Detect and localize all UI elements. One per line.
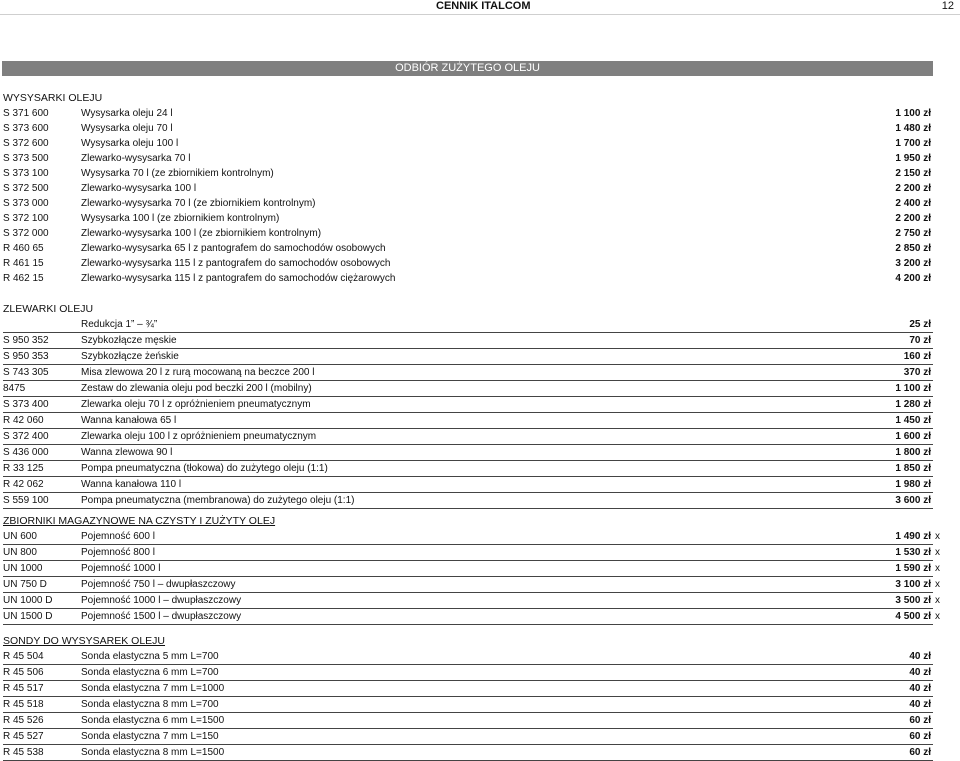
price-list: [3, 529, 940, 625]
price-row: [3, 365, 933, 381]
section-title: WYSYSARKI OLEJU: [3, 92, 103, 104]
product-price: 3 500 zł: [895, 595, 931, 606]
product-code: UN 1500 D: [3, 611, 53, 622]
price-row: [3, 136, 933, 151]
product-description: Pojemność 1000 l – dwupłaszczowy: [81, 595, 242, 606]
product-price: 60 zł: [909, 731, 931, 742]
product-code: R 45 517: [3, 683, 44, 694]
product-price: 1 950 zł: [895, 153, 931, 164]
product-description: Wysysarka oleju 100 l: [81, 138, 179, 149]
price-row: [3, 445, 933, 461]
price-mark: x: [935, 531, 940, 542]
price-row: [3, 166, 933, 181]
product-price: 70 zł: [909, 335, 931, 346]
product-price: 1 280 zł: [895, 399, 931, 410]
product-code: S 372 400: [3, 431, 49, 442]
price-row: [3, 461, 933, 477]
product-price: 1 700 zł: [895, 138, 931, 149]
product-price: 2 200 zł: [895, 183, 931, 194]
product-price: 2 400 zł: [895, 198, 931, 209]
price-row: [3, 121, 933, 136]
product-description: Zlewarko-wysysarka 115 l z pantografem do samochodów osobowych: [81, 258, 391, 269]
price-row: [3, 413, 933, 429]
price-row: [3, 493, 933, 509]
product-code: R 33 125: [3, 463, 44, 474]
product-code: S 373 400: [3, 399, 49, 410]
price-row: [3, 713, 933, 729]
product-price: 4 500 zł: [895, 611, 931, 622]
price-row: [3, 577, 940, 593]
price-row: [3, 593, 940, 609]
product-code: R 42 062: [3, 479, 44, 490]
price-list: [3, 317, 933, 509]
product-code: R 45 526: [3, 715, 44, 726]
price-row: [3, 397, 933, 413]
product-code: UN 1000 D: [3, 595, 53, 606]
product-price: 2 200 zł: [895, 213, 931, 224]
product-description: Zlewarka oleju 70 l z opróżnieniem pneumatycznym: [81, 399, 311, 410]
price-row: [3, 226, 933, 241]
product-price: 3 200 zł: [895, 258, 931, 269]
product-description: Zlewarko-wysysarka 100 l: [81, 183, 197, 194]
product-description: Pojemność 1500 l – dwupłaszczowy: [81, 611, 242, 622]
price-row: [3, 151, 933, 166]
product-description: Wanna kanałowa 110 l: [81, 479, 182, 490]
product-code: R 462 15: [3, 273, 44, 284]
product-code: S 372 600: [3, 138, 49, 149]
product-description: Pojemność 800 l: [81, 547, 155, 558]
product-description: Zlewarko-wysysarka 70 l: [81, 153, 191, 164]
section-title: ZBIORNIKI MAGAZYNOWE NA CZYSTY I ZUŻYTY OLEJ: [3, 515, 276, 527]
price-row: [3, 681, 933, 697]
section-zlewarki: [3, 301, 933, 509]
product-description: Zlewarko-wysysarka 65 l z pantografem do samochodów osobowych: [81, 243, 386, 254]
product-price: 1 480 zł: [895, 123, 931, 134]
product-price: 25 zł: [909, 319, 931, 330]
header-divider: [0, 14, 960, 15]
product-code: S 743 305: [3, 367, 49, 378]
product-description: Zlewarko-wysysarka 70 l (ze zbiornikiem kontrolnym): [81, 198, 316, 209]
product-price: 370 zł: [903, 367, 931, 378]
price-row: [3, 609, 940, 625]
product-code: S 950 352: [3, 335, 49, 346]
product-description: Redukcja 1” – ¾”: [81, 319, 158, 330]
section-title: SONDY DO WYSYSAREK OLEJU: [3, 635, 166, 647]
product-price: 160 zł: [903, 351, 931, 362]
product-price: 1 490 zł: [895, 531, 931, 542]
price-row: [3, 333, 933, 349]
price-row: [3, 477, 933, 493]
product-price: 1 980 zł: [895, 479, 931, 490]
product-price: 1 100 zł: [895, 108, 931, 119]
product-price: 1 450 zł: [895, 415, 931, 426]
product-code: R 460 65: [3, 243, 44, 254]
product-price: 2 850 zł: [895, 243, 931, 254]
product-description: Pojemność 750 l – dwupłaszczowy: [81, 579, 236, 590]
product-description: Wysysarka 100 l (ze zbiornikiem kontrolnym): [81, 213, 280, 224]
product-code: R 42 060: [3, 415, 44, 426]
price-list: [3, 649, 933, 761]
product-description: Sonda elastyczna 8 mm L=700: [81, 699, 219, 710]
section-title: ZLEWARKI OLEJU: [3, 303, 94, 315]
price-row: [3, 665, 933, 681]
price-row: [3, 241, 933, 256]
product-code: S 372 500: [3, 183, 49, 194]
product-code: S 950 353: [3, 351, 49, 362]
product-code: S 373 500: [3, 153, 49, 164]
product-description: Sonda elastyczna 6 mm L=1500: [81, 715, 225, 726]
product-price: 60 zł: [909, 715, 931, 726]
product-price: 40 zł: [909, 699, 931, 710]
product-description: Pompa pneumatyczna (tłokowa) do zużytego oleju (1:1): [81, 463, 328, 474]
product-description: Wanna zlewowa 90 l: [81, 447, 173, 458]
product-description: Zlewarko-wysysarka 100 l (ze zbiornikiem kontrolnym): [81, 228, 322, 239]
section-sondy: [3, 633, 933, 761]
price-row: [3, 317, 933, 333]
product-code: S 372 000: [3, 228, 49, 239]
product-code: S 559 100: [3, 495, 49, 506]
product-description: Pojemność 600 l: [81, 531, 155, 542]
page-number: 12: [941, 0, 954, 12]
product-code: R 461 15: [3, 258, 44, 269]
price-row: [3, 697, 933, 713]
product-description: Sonda elastyczna 7 mm L=1000: [81, 683, 225, 694]
product-code: 8475: [3, 383, 26, 394]
price-row: [3, 545, 940, 561]
product-price: 1 590 zł: [895, 563, 931, 574]
product-price: 3 600 zł: [895, 495, 931, 506]
price-row: [3, 271, 933, 286]
product-code: UN 800: [3, 547, 37, 558]
product-price: 1 850 zł: [895, 463, 931, 474]
price-row: [3, 381, 933, 397]
product-description: Wysysarka oleju 70 l: [81, 123, 173, 134]
price-row: [3, 529, 940, 545]
price-row: [3, 256, 933, 271]
price-mark: x: [935, 563, 940, 574]
product-description: Misa zlewowa 20 l z rurą mocowaną na beczce 200 l: [81, 367, 315, 378]
product-price: 40 zł: [909, 683, 931, 694]
product-description: Wanna kanałowa 65 l: [81, 415, 177, 426]
product-code: S 436 000: [3, 447, 49, 458]
price-row: [3, 429, 933, 445]
product-code: R 45 506: [3, 667, 44, 678]
product-code: S 372 100: [3, 213, 49, 224]
product-price: 4 200 zł: [895, 273, 931, 284]
product-description: Szybkozłącze żeńskie: [81, 351, 179, 362]
price-row: [3, 649, 933, 665]
product-description: Sonda elastyczna 6 mm L=700: [81, 667, 219, 678]
product-code: R 45 538: [3, 747, 44, 758]
product-price: 2 750 zł: [895, 228, 931, 239]
product-code: R 45 504: [3, 651, 44, 662]
section-banner: ODBIÓR ZUŻYTEGO OLEJU: [2, 61, 933, 76]
product-description: Wysysarka oleju 24 l: [81, 108, 173, 119]
product-code: R 45 527: [3, 731, 44, 742]
product-code: UN 1000: [3, 563, 43, 574]
price-row: [3, 196, 933, 211]
price-list: [3, 106, 933, 286]
section-zbiorniki: [3, 513, 940, 625]
product-description: Zlewarka oleju 100 l z opróżnieniem pneumatycznym: [81, 431, 317, 442]
product-price: 1 600 zł: [895, 431, 931, 442]
price-row: [3, 561, 940, 577]
product-price: 3 100 zł: [895, 579, 931, 590]
price-mark: x: [935, 579, 940, 590]
product-description: Pompa pneumatyczna (membranowa) do zużytego oleju (1:1): [81, 495, 355, 506]
product-description: Zestaw do zlewania oleju pod beczki 200 l (mobilny): [81, 383, 312, 394]
product-code: UN 750 D: [3, 579, 47, 590]
product-description: Sonda elastyczna 7 mm L=150: [81, 731, 219, 742]
product-price: 60 zł: [909, 747, 931, 758]
price-row: [3, 349, 933, 365]
product-code: UN 600: [3, 531, 37, 542]
product-code: S 373 600: [3, 123, 49, 134]
product-price: 1 100 zł: [895, 383, 931, 394]
price-row: [3, 106, 933, 121]
price-mark: x: [935, 611, 940, 622]
product-price: 1 530 zł: [895, 547, 931, 558]
price-row: [3, 729, 933, 745]
product-code: S 373 000: [3, 198, 49, 209]
product-price: 2 150 zł: [895, 168, 931, 179]
product-description: Szybkozłącze męskie: [81, 335, 177, 346]
product-code: S 373 100: [3, 168, 49, 179]
price-row: [3, 211, 933, 226]
product-code: R 45 518: [3, 699, 44, 710]
price-mark: x: [935, 547, 940, 558]
product-description: Sonda elastyczna 8 mm L=1500: [81, 747, 225, 758]
product-description: Sonda elastyczna 5 mm L=700: [81, 651, 219, 662]
price-row: [3, 181, 933, 196]
price-mark: x: [935, 595, 940, 606]
product-code: S 371 600: [3, 108, 49, 119]
product-description: Pojemność 1000 l: [81, 563, 161, 574]
product-price: 1 800 zł: [895, 447, 931, 458]
product-description: Zlewarko-wysysarka 115 l z pantografem do samochodów ciężarowych: [81, 273, 396, 284]
header-title: CENNIK ITALCOM: [436, 0, 531, 12]
product-description: Wysysarka 70 l (ze zbiornikiem kontrolnym): [81, 168, 274, 179]
product-price: 40 zł: [909, 651, 931, 662]
product-price: 40 zł: [909, 667, 931, 678]
section-wysysarki: [3, 90, 933, 286]
